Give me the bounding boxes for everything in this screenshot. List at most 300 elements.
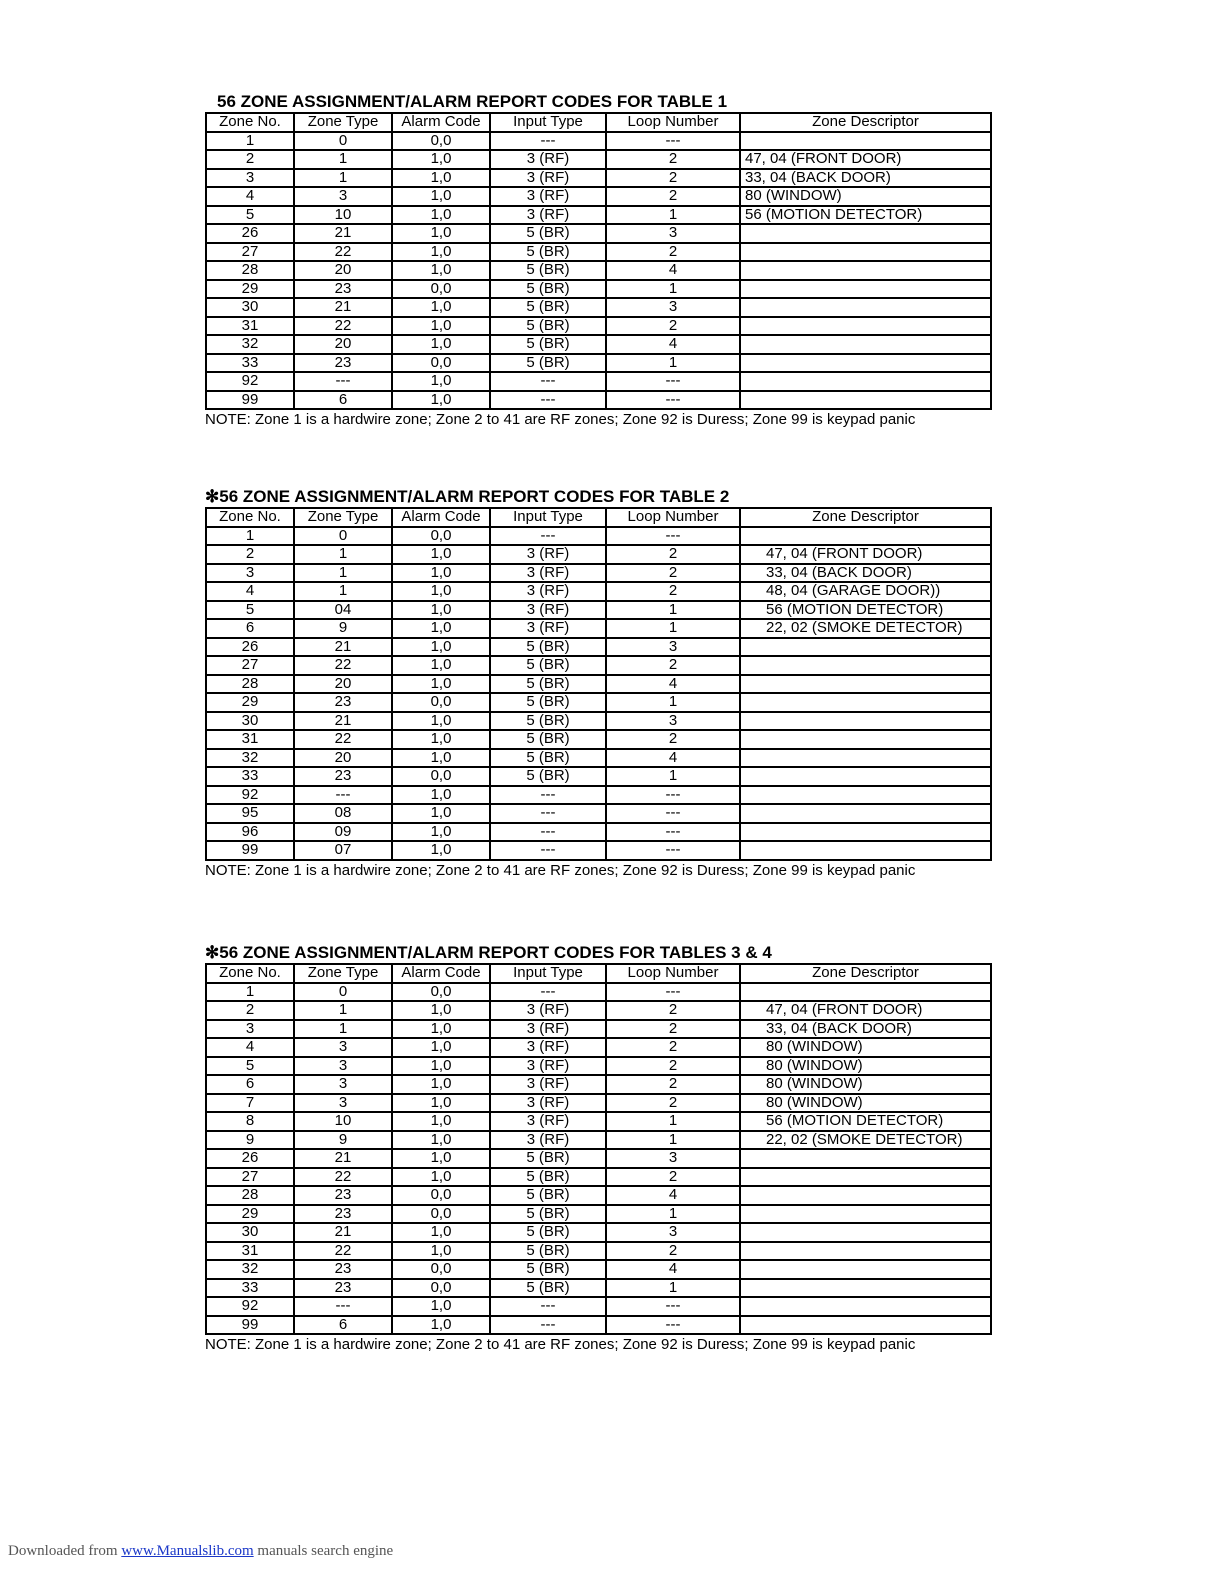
table-note: NOTE: Zone 1 is a hardwire zone; Zone 2 to 41 are RF zones; Zone 92 is Duress; Zone 99 is keypad panic (205, 411, 916, 428)
cell-zone-type: --- (294, 786, 392, 805)
table-row (206, 132, 991, 151)
cell-alarm-code: 0,0 (392, 132, 490, 151)
cell-loop-number: 3 (606, 1223, 740, 1242)
cell-input-type: 3 (RF) (490, 1112, 606, 1131)
cell-loop-number: 2 (606, 317, 740, 336)
zone-table (205, 963, 992, 1335)
section-title: ✻56 ZONE ASSIGNMENT/ALARM REPORT CODES FOR TABLE 2 (205, 487, 730, 506)
table-row (206, 298, 991, 317)
cell-alarm-code: 1,0 (392, 206, 490, 225)
header-alarm-code: Alarm Code (392, 113, 490, 132)
cell-zone-descriptor (740, 693, 991, 712)
cell-zone-no: 92 (206, 786, 294, 805)
cell-zone-no: 3 (206, 1020, 294, 1039)
cell-zone-no: 1 (206, 132, 294, 151)
table-row (206, 823, 991, 842)
cell-input-type: 3 (RF) (490, 150, 606, 169)
cell-loop-number: --- (606, 823, 740, 842)
cell-zone-no: 99 (206, 391, 294, 410)
table-row (206, 280, 991, 299)
table-row (206, 1242, 991, 1261)
header-zone-descriptor: Zone Descriptor (740, 113, 991, 132)
cell-zone-type: 21 (294, 298, 392, 317)
table-row (206, 1223, 991, 1242)
cell-zone-descriptor (740, 1186, 991, 1205)
table-row (206, 150, 991, 169)
cell-alarm-code: 1,0 (392, 545, 490, 564)
table-row (206, 582, 991, 601)
cell-zone-descriptor: 80 (WINDOW) (740, 1038, 991, 1057)
cell-alarm-code: 1,0 (392, 823, 490, 842)
cell-input-type: 3 (RF) (490, 545, 606, 564)
cell-loop-number: 2 (606, 564, 740, 583)
table-section-2 (205, 487, 990, 880)
cell-zone-no: 99 (206, 841, 294, 860)
cell-zone-descriptor (740, 317, 991, 336)
cell-alarm-code: 1,0 (392, 224, 490, 243)
cell-loop-number: --- (606, 132, 740, 151)
table-row (206, 1316, 991, 1335)
cell-loop-number: 4 (606, 1186, 740, 1205)
cell-zone-type: 22 (294, 1242, 392, 1261)
cell-alarm-code: 1,0 (392, 1242, 490, 1261)
cell-alarm-code: 1,0 (392, 298, 490, 317)
cell-zone-descriptor (740, 224, 991, 243)
cell-input-type: 5 (BR) (490, 280, 606, 299)
table-row (206, 243, 991, 262)
cell-loop-number: 1 (606, 693, 740, 712)
cell-input-type: --- (490, 1316, 606, 1335)
cell-zone-type: 10 (294, 1112, 392, 1131)
cell-zone-descriptor: 80 (WINDOW) (740, 1094, 991, 1113)
cell-alarm-code: 1,0 (392, 675, 490, 694)
cell-input-type: 3 (RF) (490, 206, 606, 225)
cell-alarm-code: 1,0 (392, 712, 490, 731)
table-row (206, 187, 991, 206)
cell-loop-number: 3 (606, 224, 740, 243)
cell-zone-no: 29 (206, 1205, 294, 1224)
table-row (206, 1279, 991, 1298)
cell-zone-no: 32 (206, 335, 294, 354)
cell-input-type: --- (490, 1297, 606, 1316)
cell-zone-no: 33 (206, 1279, 294, 1298)
table-section-3 (205, 943, 990, 1354)
header-input-type: Input Type (490, 113, 606, 132)
cell-zone-descriptor (740, 298, 991, 317)
cell-zone-no: 3 (206, 564, 294, 583)
cell-input-type: --- (490, 841, 606, 860)
cell-zone-descriptor (740, 767, 991, 786)
cell-zone-descriptor (740, 372, 991, 391)
header-row (206, 113, 991, 132)
cell-zone-no: 4 (206, 187, 294, 206)
cell-zone-no: 26 (206, 638, 294, 657)
cell-zone-descriptor (740, 749, 991, 768)
cell-alarm-code: 0,0 (392, 354, 490, 373)
cell-zone-type: 1 (294, 582, 392, 601)
cell-zone-descriptor (740, 823, 991, 842)
cell-input-type: 5 (BR) (490, 1279, 606, 1298)
cell-zone-descriptor: 47, 04 (FRONT DOOR) (740, 150, 991, 169)
cell-zone-descriptor (740, 132, 991, 151)
cell-zone-no: 32 (206, 749, 294, 768)
table-section-1 (205, 92, 990, 429)
cell-input-type: 5 (BR) (490, 749, 606, 768)
header-loop-number: Loop Number (606, 508, 740, 527)
zone-table (205, 507, 992, 861)
cell-input-type: 3 (RF) (490, 1038, 606, 1057)
cell-zone-descriptor: 80 (WINDOW) (740, 1057, 991, 1076)
cell-zone-type: 0 (294, 527, 392, 546)
table-row (206, 169, 991, 188)
cell-input-type: 5 (BR) (490, 1260, 606, 1279)
cell-input-type: 5 (BR) (490, 712, 606, 731)
cell-loop-number: --- (606, 983, 740, 1002)
cell-loop-number: 2 (606, 656, 740, 675)
cell-input-type: --- (490, 823, 606, 842)
table-row (206, 372, 991, 391)
cell-zone-no: 4 (206, 582, 294, 601)
cell-input-type: 5 (BR) (490, 1205, 606, 1224)
cell-input-type: 3 (RF) (490, 601, 606, 620)
header-zone-no: Zone No. (206, 508, 294, 527)
cell-zone-type: 1 (294, 564, 392, 583)
cell-zone-no: 2 (206, 545, 294, 564)
cell-zone-type: 3 (294, 1038, 392, 1057)
header-zone-descriptor: Zone Descriptor (740, 964, 991, 983)
cell-zone-no: 1 (206, 527, 294, 546)
cell-zone-descriptor (740, 1223, 991, 1242)
cell-zone-type: 22 (294, 317, 392, 336)
cell-zone-type: 20 (294, 335, 392, 354)
table-row (206, 1205, 991, 1224)
cell-zone-descriptor: 80 (WINDOW) (740, 1075, 991, 1094)
cell-zone-type: 9 (294, 619, 392, 638)
cell-loop-number: 3 (606, 712, 740, 731)
cell-alarm-code: 1,0 (392, 1038, 490, 1057)
cell-loop-number: 1 (606, 1205, 740, 1224)
cell-zone-descriptor (740, 730, 991, 749)
cell-zone-descriptor (740, 675, 991, 694)
header-row (206, 964, 991, 983)
cell-zone-no: 6 (206, 619, 294, 638)
cell-alarm-code: 1,0 (392, 150, 490, 169)
cell-alarm-code: 1,0 (392, 317, 490, 336)
cell-alarm-code: 1,0 (392, 656, 490, 675)
cell-zone-no: 92 (206, 372, 294, 391)
cell-zone-descriptor: 22, 02 (SMOKE DETECTOR) (740, 619, 991, 638)
cell-zone-type: 1 (294, 1020, 392, 1039)
cell-zone-type: 1 (294, 1001, 392, 1020)
header-row (206, 508, 991, 527)
cell-alarm-code: 1,0 (392, 1168, 490, 1187)
section-title: ✻56 ZONE ASSIGNMENT/ALARM REPORT CODES FOR TABLES 3 & 4 (205, 943, 772, 962)
cell-zone-no: 31 (206, 1242, 294, 1261)
cell-alarm-code: 1,0 (392, 582, 490, 601)
table-row (206, 1149, 991, 1168)
table-row (206, 675, 991, 694)
cell-loop-number: --- (606, 804, 740, 823)
cell-alarm-code: 1,0 (392, 1020, 490, 1039)
header-zone-type: Zone Type (294, 508, 392, 527)
cell-input-type: 3 (RF) (490, 1075, 606, 1094)
table-row (206, 638, 991, 657)
manualslib-link[interactable]: www.Manualslib.com (121, 1543, 254, 1559)
cell-loop-number: --- (606, 391, 740, 410)
cell-loop-number: 2 (606, 1075, 740, 1094)
cell-loop-number: 2 (606, 582, 740, 601)
cell-alarm-code: 1,0 (392, 749, 490, 768)
cell-loop-number: 2 (606, 545, 740, 564)
table-row (206, 564, 991, 583)
cell-zone-no: 29 (206, 693, 294, 712)
cell-zone-descriptor: 80 (WINDOW) (740, 187, 991, 206)
cell-zone-descriptor (740, 1297, 991, 1316)
cell-loop-number: 4 (606, 675, 740, 694)
cell-loop-number: 2 (606, 243, 740, 262)
cell-zone-type: 3 (294, 187, 392, 206)
cell-zone-no: 27 (206, 656, 294, 675)
table-row (206, 545, 991, 564)
cell-loop-number: 2 (606, 1057, 740, 1076)
cell-zone-no: 96 (206, 823, 294, 842)
cell-zone-no: 26 (206, 1149, 294, 1168)
cell-zone-type: 23 (294, 1186, 392, 1205)
cell-alarm-code: 1,0 (392, 1316, 490, 1335)
cell-loop-number: 4 (606, 261, 740, 280)
cell-alarm-code: 1,0 (392, 786, 490, 805)
cell-zone-no: 99 (206, 1316, 294, 1335)
cell-input-type: 5 (BR) (490, 1149, 606, 1168)
cell-alarm-code: 1,0 (392, 841, 490, 860)
cell-loop-number: --- (606, 527, 740, 546)
cell-zone-descriptor (740, 1316, 991, 1335)
cell-zone-no: 2 (206, 1001, 294, 1020)
cell-zone-type: 1 (294, 169, 392, 188)
table-row (206, 1038, 991, 1057)
table-row (206, 391, 991, 410)
cell-input-type: 5 (BR) (490, 317, 606, 336)
table-row (206, 261, 991, 280)
header-zone-descriptor: Zone Descriptor (740, 508, 991, 527)
cell-zone-type: 22 (294, 243, 392, 262)
cell-loop-number: 1 (606, 619, 740, 638)
table-row (206, 1075, 991, 1094)
cell-zone-no: 31 (206, 317, 294, 336)
cell-zone-type: 1 (294, 545, 392, 564)
cell-zone-descriptor: 48, 04 (GARAGE DOOR)) (740, 582, 991, 601)
section-title: 56 ZONE ASSIGNMENT/ALARM REPORT CODES FOR TABLE 1 (217, 92, 728, 111)
table-row (206, 983, 991, 1002)
cell-zone-no: 30 (206, 298, 294, 317)
cell-input-type: 5 (BR) (490, 298, 606, 317)
cell-zone-type: 21 (294, 1149, 392, 1168)
cell-zone-type: 3 (294, 1094, 392, 1113)
cell-alarm-code: 1,0 (392, 243, 490, 262)
cell-loop-number: 2 (606, 1094, 740, 1113)
cell-zone-type: 10 (294, 206, 392, 225)
cell-zone-descriptor: 33, 04 (BACK DOOR) (740, 169, 991, 188)
table-row (206, 767, 991, 786)
zone-table (205, 112, 992, 410)
cell-loop-number: 4 (606, 335, 740, 354)
table-row (206, 1260, 991, 1279)
table-row (206, 712, 991, 731)
download-footer (8, 1543, 393, 1560)
cell-loop-number: 4 (606, 749, 740, 768)
cell-input-type: --- (490, 527, 606, 546)
cell-alarm-code: 1,0 (392, 261, 490, 280)
cell-input-type: 3 (RF) (490, 1131, 606, 1150)
cell-alarm-code: 0,0 (392, 1205, 490, 1224)
cell-input-type: 5 (BR) (490, 656, 606, 675)
header-loop-number: Loop Number (606, 964, 740, 983)
cell-loop-number: 2 (606, 1001, 740, 1020)
table-row (206, 619, 991, 638)
cell-zone-descriptor (740, 1205, 991, 1224)
table-row (206, 656, 991, 675)
cell-alarm-code: 1,0 (392, 372, 490, 391)
cell-alarm-code: 0,0 (392, 280, 490, 299)
cell-zone-no: 5 (206, 1057, 294, 1076)
table-row (206, 804, 991, 823)
cell-zone-descriptor: 56 (MOTION DETECTOR) (740, 1112, 991, 1131)
cell-zone-type: 0 (294, 132, 392, 151)
cell-input-type: 3 (RF) (490, 582, 606, 601)
cell-loop-number: 2 (606, 169, 740, 188)
table-row (206, 1186, 991, 1205)
cell-alarm-code: 1,0 (392, 638, 490, 657)
cell-zone-descriptor (740, 354, 991, 373)
cell-zone-no: 95 (206, 804, 294, 823)
cell-zone-type: 20 (294, 675, 392, 694)
cell-zone-no: 2 (206, 150, 294, 169)
cell-alarm-code: 1,0 (392, 1075, 490, 1094)
cell-zone-type: 20 (294, 261, 392, 280)
cell-loop-number: --- (606, 1316, 740, 1335)
cell-alarm-code: 0,0 (392, 693, 490, 712)
cell-zone-no: 30 (206, 712, 294, 731)
cell-zone-descriptor (740, 804, 991, 823)
table-row (206, 1112, 991, 1131)
table-row (206, 335, 991, 354)
cell-zone-type: 1 (294, 150, 392, 169)
cell-alarm-code: 0,0 (392, 527, 490, 546)
cell-loop-number: 3 (606, 1149, 740, 1168)
header-zone-no: Zone No. (206, 113, 294, 132)
cell-zone-descriptor: 33, 04 (BACK DOOR) (740, 1020, 991, 1039)
cell-zone-type: 23 (294, 1260, 392, 1279)
cell-zone-type: 23 (294, 1279, 392, 1298)
table-row (206, 1094, 991, 1113)
table-row (206, 1020, 991, 1039)
cell-zone-descriptor (740, 243, 991, 262)
cell-loop-number: 2 (606, 1038, 740, 1057)
cell-alarm-code: 1,0 (392, 804, 490, 823)
cell-input-type: 5 (BR) (490, 675, 606, 694)
cell-zone-no: 9 (206, 1131, 294, 1150)
header-loop-number: Loop Number (606, 113, 740, 132)
table-row (206, 841, 991, 860)
cell-loop-number: 1 (606, 354, 740, 373)
cell-zone-type: 3 (294, 1075, 392, 1094)
table-row (206, 206, 991, 225)
cell-input-type: 3 (RF) (490, 1057, 606, 1076)
header-zone-no: Zone No. (206, 964, 294, 983)
cell-loop-number: 2 (606, 730, 740, 749)
table-row (206, 317, 991, 336)
cell-zone-no: 28 (206, 261, 294, 280)
cell-alarm-code: 1,0 (392, 1057, 490, 1076)
cell-alarm-code: 0,0 (392, 1186, 490, 1205)
cell-loop-number: 1 (606, 767, 740, 786)
cell-loop-number: 1 (606, 1131, 740, 1150)
cell-zone-descriptor (740, 1168, 991, 1187)
cell-alarm-code: 1,0 (392, 1001, 490, 1020)
header-zone-type: Zone Type (294, 964, 392, 983)
cell-loop-number: 3 (606, 638, 740, 657)
table-row (206, 749, 991, 768)
cell-zone-descriptor (740, 983, 991, 1002)
cell-input-type: 5 (BR) (490, 1168, 606, 1187)
cell-zone-descriptor (740, 1242, 991, 1261)
cell-zone-type: 21 (294, 712, 392, 731)
cell-zone-no: 29 (206, 280, 294, 299)
cell-input-type: 5 (BR) (490, 730, 606, 749)
cell-input-type: 3 (RF) (490, 1020, 606, 1039)
cell-zone-type: 21 (294, 224, 392, 243)
cell-zone-type: 22 (294, 730, 392, 749)
cell-zone-type: 6 (294, 391, 392, 410)
cell-alarm-code: 0,0 (392, 983, 490, 1002)
cell-zone-descriptor (740, 391, 991, 410)
cell-zone-no: 92 (206, 1297, 294, 1316)
table-row (206, 730, 991, 749)
cell-loop-number: --- (606, 786, 740, 805)
cell-zone-type: 21 (294, 1223, 392, 1242)
cell-loop-number: 2 (606, 150, 740, 169)
cell-loop-number: 1 (606, 206, 740, 225)
cell-zone-no: 3 (206, 169, 294, 188)
cell-zone-type: 04 (294, 601, 392, 620)
cell-zone-type: 08 (294, 804, 392, 823)
cell-zone-type: 9 (294, 1131, 392, 1150)
cell-zone-no: 27 (206, 1168, 294, 1187)
cell-zone-no: 1 (206, 983, 294, 1002)
cell-alarm-code: 1,0 (392, 391, 490, 410)
cell-input-type: 5 (BR) (490, 224, 606, 243)
header-input-type: Input Type (490, 964, 606, 983)
cell-alarm-code: 1,0 (392, 1149, 490, 1168)
table-row (206, 1168, 991, 1187)
cell-zone-descriptor: 56 (MOTION DETECTOR) (740, 601, 991, 620)
cell-alarm-code: 1,0 (392, 169, 490, 188)
cell-zone-descriptor (740, 786, 991, 805)
cell-zone-type: 07 (294, 841, 392, 860)
table-row (206, 786, 991, 805)
cell-alarm-code: 1,0 (392, 730, 490, 749)
cell-input-type: --- (490, 804, 606, 823)
cell-alarm-code: 1,0 (392, 1131, 490, 1150)
cell-input-type: 3 (RF) (490, 564, 606, 583)
cell-zone-no: 4 (206, 1038, 294, 1057)
cell-zone-no: 26 (206, 224, 294, 243)
cell-zone-no: 28 (206, 1186, 294, 1205)
cell-loop-number: --- (606, 841, 740, 860)
cell-zone-type: 20 (294, 749, 392, 768)
cell-input-type: --- (490, 132, 606, 151)
cell-loop-number: 1 (606, 1279, 740, 1298)
